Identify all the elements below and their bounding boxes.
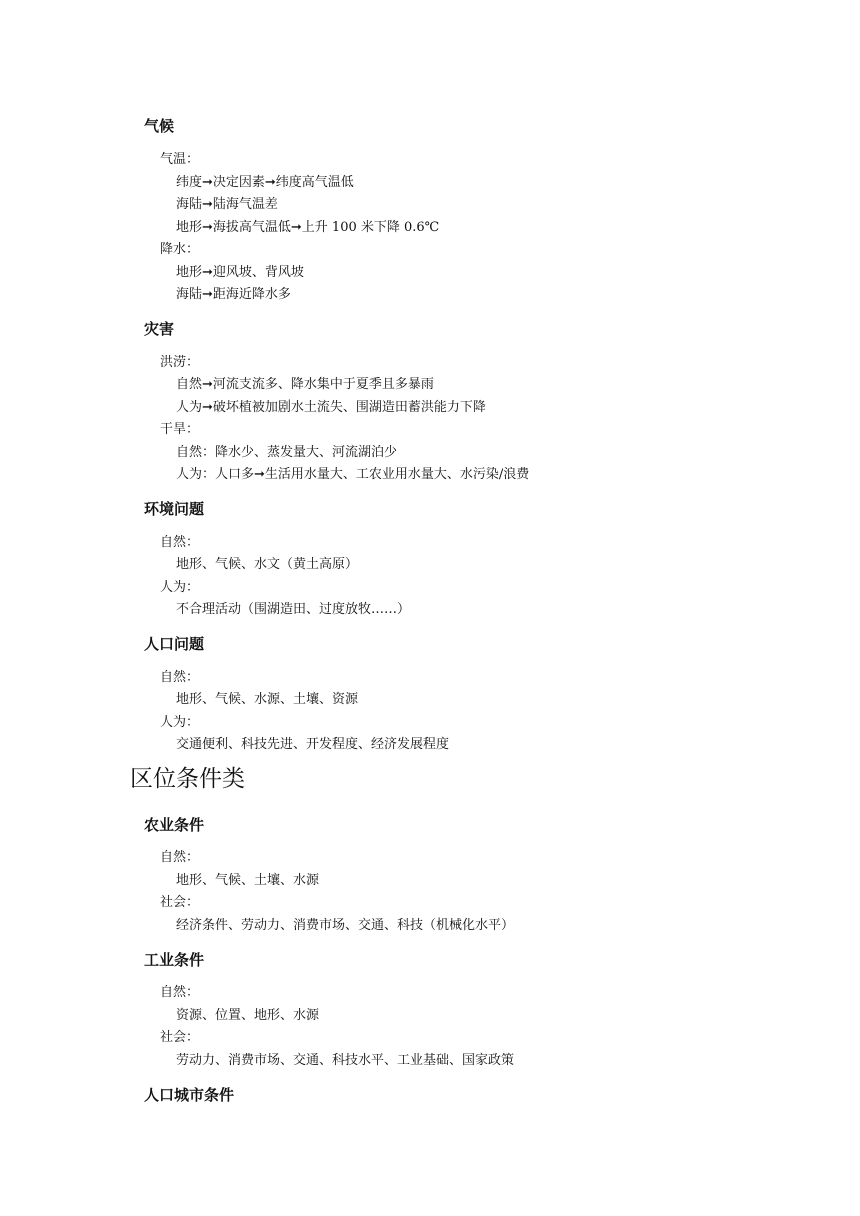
- list-item: 海陆➞距海近降水多: [176, 287, 291, 302]
- group-label-social: 社会：: [160, 1030, 200, 1045]
- group-label-drought: 干旱：: [160, 422, 200, 437]
- group-label-human: 人为：: [160, 715, 200, 730]
- list-item: 地形、气候、水源、土壤、资源: [176, 692, 359, 707]
- list-item: 纬度➞决定因素➞纬度高气温低: [176, 175, 354, 190]
- list-item: 劳动力、消费市场、交通、科技水平、工业基础、国家政策: [176, 1053, 515, 1068]
- list-item: 自然➞河流支流多、降水集中于夏季且多暴雨: [176, 377, 434, 392]
- group-label-floods: 洪涝：: [160, 355, 200, 370]
- section-title-population-city: 人口城市条件: [144, 1086, 235, 1104]
- list-item: 地形、气候、土壤、水源: [176, 873, 320, 888]
- chapter-heading: 区位条件类: [130, 766, 245, 791]
- group-label-social: 社会：: [160, 895, 200, 910]
- list-item: 自然：降水少、蒸发量大、河流湖泊少: [176, 445, 398, 460]
- list-item: 海陆➞陆海气温差: [176, 197, 278, 212]
- section-title-environment: 环境问题: [144, 500, 205, 518]
- group-label-natural: 自然：: [160, 850, 200, 865]
- section-title-population: 人口问题: [144, 635, 205, 653]
- group-label-temperature: 气温：: [160, 152, 200, 167]
- list-item: 地形、气候、水文（黄土高原）: [176, 557, 359, 572]
- list-item: 交通便利、科技先进、开发程度、经济发展程度: [176, 737, 450, 752]
- section-title-climate: 气候: [144, 117, 175, 135]
- group-label-natural: 自然：: [160, 535, 200, 550]
- section-title-agriculture: 农业条件: [144, 816, 205, 834]
- list-item: 地形➞海拔高气温低➞上升 100 米下降 0.6℃: [176, 220, 440, 235]
- list-item: 资源、位置、地形、水源: [176, 1008, 320, 1023]
- group-label-natural: 自然：: [160, 670, 200, 685]
- list-item: 经济条件、劳动力、消费市场、交通、科技（机械化水平）: [176, 918, 515, 933]
- group-label-precipitation: 降水：: [160, 242, 200, 257]
- group-label-human: 人为：: [160, 580, 200, 595]
- section-title-industry: 工业条件: [144, 951, 205, 969]
- list-item: 不合理活动（围湖造田、过度放牧……）: [176, 602, 411, 617]
- list-item: 地形➞迎风坡、背风坡: [176, 265, 304, 280]
- list-item: 人为：人口多➞生活用水量大、工农业用水量大、水污染/浪费: [176, 467, 530, 482]
- group-label-natural: 自然：: [160, 985, 200, 1000]
- list-item: 人为➞破坏植被加剧水土流失、围湖造田蓄洪能力下降: [176, 400, 486, 415]
- section-title-disasters: 灾害: [144, 320, 175, 338]
